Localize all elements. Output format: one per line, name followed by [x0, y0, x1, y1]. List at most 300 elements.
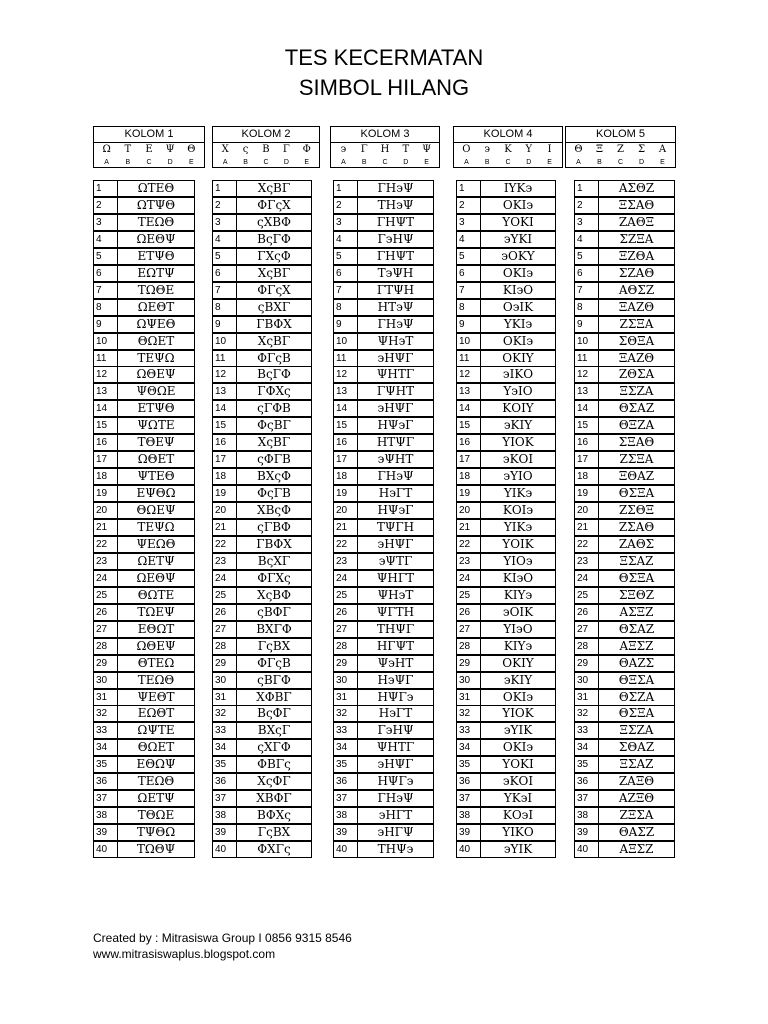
question-number: 28 [94, 639, 118, 654]
question-row [333, 790, 434, 807]
question-symbols: ΤΗΨ϶ [377, 842, 414, 856]
question-number: 18 [94, 469, 118, 484]
question-symbols: ΣΘΑΖ [618, 740, 655, 754]
question-row [333, 468, 434, 485]
question-symbols: ΗΨΓ϶ [377, 690, 414, 704]
question-number: 5 [457, 249, 481, 264]
question-number: 22 [213, 537, 237, 552]
question-number: 19 [334, 486, 358, 501]
question-number: 14 [213, 401, 237, 416]
question-number: 3 [213, 215, 237, 230]
question-number: 28 [334, 639, 358, 654]
question-number: 31 [213, 690, 237, 705]
question-symbols: ΗΨ϶Γ [377, 503, 414, 517]
question-symbols: ΤΕΨΩ [137, 351, 175, 365]
question-row [93, 350, 195, 367]
question-row [212, 705, 312, 722]
question-row [93, 214, 195, 231]
question-number: 36 [575, 774, 599, 789]
question-row [574, 316, 675, 333]
question-number: 16 [334, 435, 358, 450]
question-number: 25 [94, 588, 118, 603]
question-number: 17 [213, 452, 237, 467]
question-number: 35 [457, 757, 481, 772]
question-number: 11 [457, 351, 481, 366]
question-number: 33 [334, 723, 358, 738]
key-symbol: Ω [102, 144, 111, 155]
question-number: 21 [213, 520, 237, 535]
question-row [333, 570, 434, 587]
question-number: 1 [94, 181, 118, 196]
question-row [456, 672, 556, 689]
question-number: 20 [457, 503, 481, 518]
question-row [93, 299, 195, 316]
question-row [93, 282, 195, 299]
question-symbols: ΗΤ϶Ψ [377, 300, 414, 314]
question-symbols: ΦΓΧς [257, 571, 291, 585]
key-letter: C [382, 159, 388, 166]
question-number: 12 [457, 367, 481, 382]
question-row [333, 689, 434, 706]
question-symbols: ΥΟΙΚ [502, 537, 534, 551]
question-row [212, 672, 312, 689]
question-number: 25 [457, 588, 481, 603]
key-symbol: Γ [360, 144, 368, 155]
question-row [212, 621, 312, 638]
question-row [212, 722, 312, 739]
key-letter: D [403, 159, 409, 166]
question-number: 14 [575, 401, 599, 416]
question-number: 25 [334, 588, 358, 603]
question-row [574, 621, 675, 638]
question-row [93, 485, 195, 502]
question-number: 38 [457, 808, 481, 823]
question-symbols: ϶ΚΟΙ [502, 452, 534, 466]
question-row [212, 180, 312, 197]
key-symbol: Τ [402, 144, 410, 155]
question-row [574, 434, 675, 451]
question-row [212, 434, 312, 451]
key-symbol: Ζ [617, 144, 624, 155]
question-row [574, 705, 675, 722]
question-number: 34 [575, 740, 599, 755]
key-symbol: Τ [124, 144, 132, 155]
key-symbol: Ο [462, 144, 471, 155]
question-number: 7 [213, 283, 237, 298]
question-number: 20 [213, 503, 237, 518]
question-row [212, 350, 312, 367]
question-row [333, 705, 434, 722]
question-number: 22 [334, 537, 358, 552]
question-row [574, 485, 675, 502]
key-letter: E [304, 159, 310, 166]
question-symbols: ΩΕΘΤ [137, 300, 175, 314]
question-number: 9 [334, 317, 358, 332]
question-symbols: ϶ΗΓΤ [378, 808, 413, 822]
question-symbols: ΦςΒΓ [257, 418, 291, 432]
question-row [456, 350, 556, 367]
question-symbols: ΥΙΚ϶ [503, 486, 533, 500]
question-symbols: ΓΧςΦ [257, 249, 291, 263]
question-row [212, 790, 312, 807]
question-symbols: ΕΩΤΨ [137, 266, 175, 280]
question-symbols: ΓΦΧς [257, 384, 291, 398]
question-number: 13 [213, 384, 237, 399]
question-row [333, 248, 434, 265]
question-number: 5 [575, 249, 599, 264]
question-symbols: ϶ΥΙΟ [503, 469, 533, 483]
question-number: 9 [94, 317, 118, 332]
question-symbols: ΩΨΤΕ [137, 723, 175, 737]
question-number: 34 [213, 740, 237, 755]
question-row [212, 333, 312, 350]
question-symbols: ΒΧςΓ [257, 723, 291, 737]
question-row [574, 383, 675, 400]
question-number: 37 [94, 791, 118, 806]
question-number: 21 [334, 520, 358, 535]
question-symbols: ΘΣΞΑ [618, 486, 655, 500]
question-symbols: ςΓΦΒ [257, 401, 291, 415]
question-row [333, 621, 434, 638]
kolom-label: KOLOM 3 [331, 127, 439, 143]
question-row [456, 570, 556, 587]
question-symbols: ΚΙ϶Ο [502, 571, 534, 585]
question-number: 22 [575, 537, 599, 552]
question-symbols: ΚΙ϶Ο [502, 283, 534, 297]
key-symbol: Ι [547, 144, 552, 155]
question-row [574, 214, 675, 231]
question-symbols: ΘΩΕΤ [137, 740, 175, 754]
question-symbols: ΘΣΑΖ [618, 622, 655, 636]
question-row [574, 417, 675, 434]
question-number: 23 [94, 554, 118, 569]
question-symbols: ΧςΒΓ [257, 266, 291, 280]
key-letter-row [94, 157, 204, 168]
question-row [456, 756, 556, 773]
question-row [456, 451, 556, 468]
question-row [93, 400, 195, 417]
question-symbols: ΟΚΙΥ [502, 351, 534, 365]
question-row [456, 417, 556, 434]
question-row [333, 197, 434, 214]
question-row [574, 604, 675, 621]
question-symbols: ΞΣΑΖ [619, 554, 654, 568]
question-row [456, 705, 556, 722]
question-number: 13 [575, 384, 599, 399]
question-row [333, 841, 434, 858]
question-number: 11 [94, 351, 118, 366]
question-number: 30 [457, 673, 481, 688]
question-number: 23 [575, 554, 599, 569]
question-row [333, 383, 434, 400]
kolom-key-5 [565, 126, 676, 168]
question-number: 3 [334, 215, 358, 230]
question-row [93, 417, 195, 434]
question-symbols: ςΒΓΦ [257, 673, 291, 687]
question-symbols: ΙΥΚ϶ [503, 181, 533, 195]
question-row [212, 807, 312, 824]
question-row [212, 282, 312, 299]
key-letter: C [505, 159, 511, 166]
question-symbols: ςΒΧΓ [257, 300, 291, 314]
question-row [456, 841, 556, 858]
question-row [93, 570, 195, 587]
question-symbols: ϶ΚΙΥ [503, 673, 533, 687]
question-row [574, 773, 675, 790]
question-row [93, 553, 195, 570]
key-letter: A [341, 159, 346, 166]
question-number: 31 [94, 690, 118, 705]
key-letter: C [617, 159, 624, 166]
question-number: 30 [334, 673, 358, 688]
kolom-label: KOLOM 1 [94, 127, 204, 143]
question-number: 14 [334, 401, 358, 416]
question-number: 28 [213, 639, 237, 654]
question-row [93, 197, 195, 214]
key-symbol-row [94, 143, 204, 157]
question-symbols: ΩΕΘΨ [136, 232, 176, 246]
question-symbols: ϶ΗΓΨ [377, 825, 414, 839]
question-number: 15 [334, 418, 358, 433]
question-row [212, 553, 312, 570]
question-row [456, 655, 556, 672]
question-row [333, 604, 434, 621]
question-number: 20 [334, 503, 358, 518]
question-number: 9 [575, 317, 599, 332]
question-symbols: ΘΣΑΖ [618, 401, 655, 415]
question-row [574, 180, 675, 197]
key-symbol: Ψ [165, 144, 175, 155]
question-number: 9 [457, 317, 481, 332]
question-symbols: ΨΕΘΤ [137, 690, 175, 704]
question-number: 25 [575, 588, 599, 603]
key-letter: E [189, 159, 194, 166]
kolom-key-4 [453, 126, 563, 168]
question-number: 29 [334, 656, 358, 671]
question-symbols: ΨΗ϶Τ [377, 334, 414, 348]
question-number: 14 [94, 401, 118, 416]
question-symbols: ςΧΒΦ [257, 215, 291, 229]
question-number: 6 [575, 266, 599, 281]
question-number: 23 [457, 554, 481, 569]
question-row [456, 366, 556, 383]
question-row [333, 350, 434, 367]
question-symbols: ΗΨ϶Γ [377, 418, 414, 432]
question-row [333, 739, 434, 756]
question-symbols: ΘΣΞΑ [618, 571, 655, 585]
question-symbols: ΞΣΖΑ [619, 723, 654, 737]
question-number: 31 [457, 690, 481, 705]
question-number: 35 [575, 757, 599, 772]
question-row [574, 451, 675, 468]
question-row [93, 536, 195, 553]
question-number: 4 [94, 232, 118, 247]
question-row [456, 587, 556, 604]
question-symbols: ΤΘΕΨ [137, 435, 175, 449]
key-symbol: Ξ [595, 144, 604, 155]
question-symbols: ΦΧΓς [257, 842, 291, 856]
question-symbols: ΒςΓΦ [257, 367, 291, 381]
question-symbols: ΓςΒΧ [257, 825, 291, 839]
question-number: 29 [457, 656, 481, 671]
question-symbols: ΦςΓΒ [257, 486, 291, 500]
question-row [212, 773, 312, 790]
question-row [93, 265, 195, 282]
question-row [212, 824, 312, 841]
kolom-key-1 [93, 126, 205, 168]
question-row [333, 333, 434, 350]
question-row [456, 739, 556, 756]
question-symbols: ΩΤΨΘ [136, 198, 176, 212]
question-row [93, 587, 195, 604]
question-number: 36 [457, 774, 481, 789]
kolom-label: KOLOM 4 [454, 127, 562, 143]
question-symbols: ΒςΦΓ [257, 706, 291, 720]
question-row [333, 756, 434, 773]
question-number: 32 [213, 706, 237, 721]
question-row [574, 790, 675, 807]
question-symbols: ΣΞΘΖ [618, 588, 655, 602]
key-letter: D [283, 159, 289, 166]
question-number: 28 [457, 639, 481, 654]
question-row [456, 299, 556, 316]
question-row [333, 722, 434, 739]
key-letter: A [464, 159, 469, 166]
question-number: 17 [334, 452, 358, 467]
question-number: 37 [457, 791, 481, 806]
question-number: 16 [457, 435, 481, 450]
question-number: 27 [213, 622, 237, 637]
question-row [212, 248, 312, 265]
question-row [333, 282, 434, 299]
question-symbols: ΦΓςΒ [257, 656, 291, 670]
question-row [574, 553, 675, 570]
question-symbols: ΘΑΣΖ [618, 825, 655, 839]
question-number: 11 [334, 351, 358, 366]
question-row [574, 655, 675, 672]
question-number: 36 [94, 774, 118, 789]
key-letter: C [263, 159, 269, 166]
question-symbols: ΒΧςΦ [257, 469, 291, 483]
question-number: 1 [457, 181, 481, 196]
question-symbols: ΤΨΓΗ [376, 520, 415, 534]
question-symbols: ΓΨΗΤ [376, 384, 415, 398]
question-row [574, 231, 675, 248]
question-row [574, 841, 675, 858]
question-number: 3 [94, 215, 118, 230]
key-letter: A [222, 159, 228, 166]
question-symbols: ΥΟΚΙ [502, 757, 534, 771]
key-letter: A [104, 159, 109, 166]
question-number: 12 [575, 367, 599, 382]
question-number: 38 [94, 808, 118, 823]
question-number: 27 [334, 622, 358, 637]
question-row [333, 824, 434, 841]
question-number: 9 [213, 317, 237, 332]
question-row [333, 400, 434, 417]
question-number: 11 [575, 351, 599, 366]
question-row [212, 366, 312, 383]
question-row [574, 400, 675, 417]
question-symbols: ΒΦΧς [257, 808, 291, 822]
question-row [93, 722, 195, 739]
question-symbols: Ο϶ΙΚ [502, 300, 534, 314]
question-row [456, 468, 556, 485]
question-symbols: ϶ΨΤΓ [378, 554, 413, 568]
question-symbols: ΓΗ϶Ψ [377, 469, 414, 483]
question-symbols: ΟΚΙ϶ [502, 690, 534, 704]
question-symbols: ΞΣΖΑ [619, 384, 654, 398]
question-symbols: ΘΑΖΣ [618, 656, 655, 670]
question-number: 22 [457, 537, 481, 552]
question-number: 26 [457, 605, 481, 620]
question-row [456, 485, 556, 502]
question-number: 34 [94, 740, 118, 755]
question-number: 28 [575, 639, 599, 654]
key-letter: B [597, 159, 602, 166]
question-symbols: ΨΤΕΘ [137, 469, 175, 483]
question-row [456, 265, 556, 282]
question-symbols: ΩΘΕΨ [136, 639, 176, 653]
question-symbols: ΥΚΙ϶ [503, 317, 533, 331]
question-number: 30 [213, 673, 237, 688]
question-number: 37 [334, 791, 358, 806]
question-number: 15 [94, 418, 118, 433]
question-symbols: ΕΤΨΘ [137, 401, 175, 415]
key-letter-row [331, 157, 439, 168]
question-row [93, 841, 195, 858]
question-row [212, 400, 312, 417]
question-number: 32 [575, 706, 599, 721]
question-row [456, 316, 556, 333]
question-symbols: ΓςΒΧ [257, 639, 291, 653]
question-symbols: Γ϶ΗΨ [377, 232, 414, 246]
question-symbols: ϶ΟΙΚ [502, 605, 534, 619]
question-row [93, 333, 195, 350]
question-number: 26 [94, 605, 118, 620]
question-symbols: ϶ΥΚΙ [503, 232, 533, 246]
question-number: 16 [94, 435, 118, 450]
question-number: 20 [575, 503, 599, 518]
question-row [93, 705, 195, 722]
question-number: 38 [213, 808, 237, 823]
question-symbols: ΑΣΘΖ [618, 181, 655, 195]
question-symbols: ΥΙΟΚ [502, 706, 534, 720]
question-symbols: ΥΚ϶Ι [503, 791, 533, 805]
question-row [333, 417, 434, 434]
question-row [574, 672, 675, 689]
question-symbols: ΖΑΞΘ [618, 774, 655, 788]
question-row [456, 638, 556, 655]
question-row [93, 231, 195, 248]
question-symbols: ΧΒςΦ [257, 503, 291, 517]
question-row [456, 383, 556, 400]
question-symbols: ΒςΧΓ [257, 554, 291, 568]
question-row [212, 570, 312, 587]
question-row [333, 553, 434, 570]
question-row [574, 519, 675, 536]
question-symbols: ΕΘΩΤ [137, 622, 175, 636]
question-symbols: ϶ΨΗΤ [377, 452, 414, 466]
question-number: 21 [94, 520, 118, 535]
question-number: 1 [213, 181, 237, 196]
question-number: 26 [334, 605, 358, 620]
question-number: 39 [334, 825, 358, 840]
key-symbol: Η [380, 144, 390, 155]
kolom-label: KOLOM 2 [213, 127, 319, 143]
question-row [456, 248, 556, 265]
question-row [212, 756, 312, 773]
